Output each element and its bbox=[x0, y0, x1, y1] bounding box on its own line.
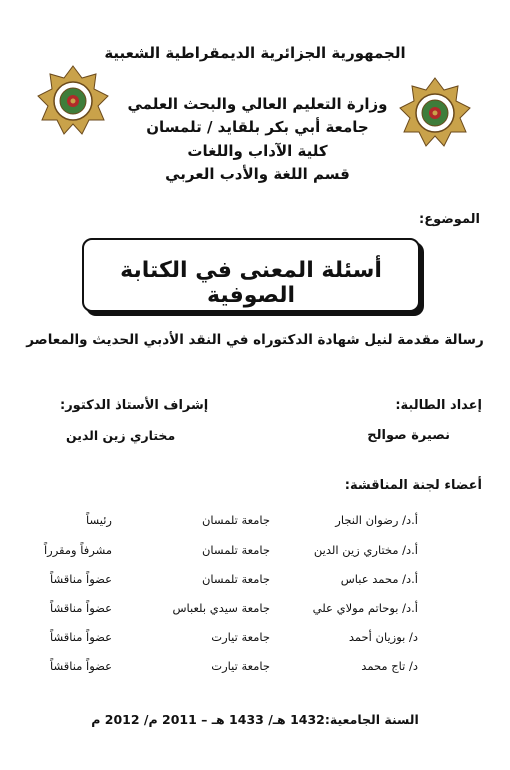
member-university: جامعة تلمسان bbox=[201, 513, 270, 527]
ministry-name: وزارة التعليم العالي والبحث العلمي bbox=[127, 95, 388, 113]
committee-row bbox=[0, 543, 510, 565]
student-label: إعداد الطالبة: bbox=[395, 398, 482, 413]
university-name: جامعة أبي بكر بلقايد / تلمسان bbox=[146, 118, 369, 136]
supervisor-name: مختاري زين الدين bbox=[66, 428, 176, 443]
member-name: أ.د/ بوحاتم مولاي علي bbox=[312, 601, 418, 615]
university-emblem-icon bbox=[398, 76, 472, 150]
committee-row bbox=[0, 630, 510, 652]
member-role: مشرفاً ومقرراً bbox=[43, 543, 112, 557]
member-role: رئيساً bbox=[86, 513, 112, 527]
member-role: عضواً مناقشاً bbox=[49, 572, 112, 586]
committee-row bbox=[0, 601, 510, 623]
republic-name: الجمهورية الجزائرية الديمقراطية الشعبية bbox=[104, 44, 406, 62]
member-university: جامعة تلمسان bbox=[201, 543, 270, 557]
member-role: عضواً مناقشاً bbox=[49, 659, 112, 673]
university-emblem-icon bbox=[36, 64, 110, 138]
subject-label: الموضوع: bbox=[419, 212, 480, 227]
member-role: عضواً مناقشاً bbox=[49, 630, 112, 644]
committee-label: أعضاء لجنة المناقشة: bbox=[344, 478, 482, 493]
committee-row bbox=[0, 659, 510, 681]
thesis-description: رسالة مقدمة لنيل شهادة الدكتوراه في النقد الأدبي الحديث والمعاصر bbox=[26, 332, 484, 348]
supervisor-label: إشراف الأستاذ الدكتور: bbox=[60, 398, 209, 413]
member-university: جامعة سيدي بلعباس bbox=[172, 601, 270, 615]
committee-row bbox=[0, 513, 510, 535]
faculty-name: كلية الآداب واللغات bbox=[187, 142, 328, 160]
student-name: نصيرة صوالح bbox=[367, 428, 450, 443]
member-name: أ.د/ محمد عباس bbox=[340, 572, 418, 586]
member-name: د/ بوزيان أحمد bbox=[348, 630, 418, 644]
academic-year: السنة الجامعية:1432 هـ/ 1433 هـ – 2011 م/ 2012 م bbox=[91, 712, 419, 727]
member-university: جامعة تيارت bbox=[211, 630, 270, 644]
member-university: جامعة تلمسان bbox=[201, 572, 270, 586]
member-university: جامعة تيارت bbox=[211, 659, 270, 673]
department-name: قسم اللغة والأدب العربي bbox=[165, 165, 350, 183]
title-frame bbox=[82, 238, 420, 312]
member-role: عضواً مناقشاً bbox=[49, 601, 112, 615]
thesis-title: أسئلة المعنى في الكتابة الصوفية bbox=[120, 258, 382, 308]
member-name: أ.د/ مختاري زين الدين bbox=[313, 543, 418, 557]
member-name: أ.د/ رضوان النجار bbox=[335, 513, 418, 527]
committee-row bbox=[0, 572, 510, 594]
member-name: د/ تاج محمد bbox=[361, 659, 418, 673]
